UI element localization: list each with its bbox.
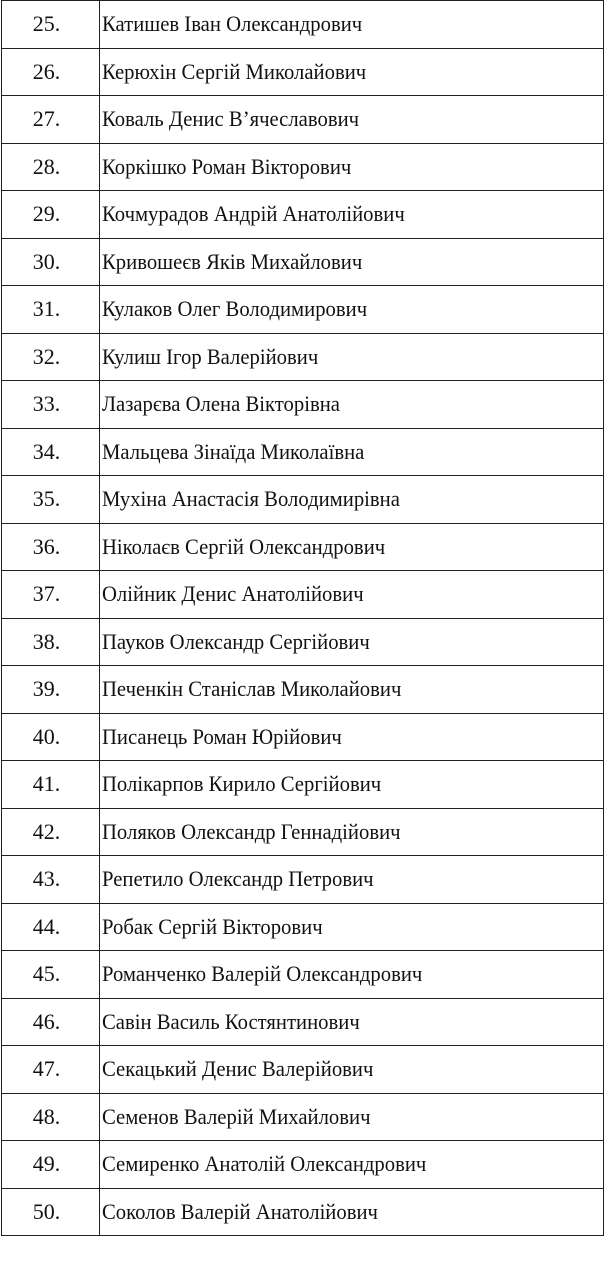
table-row bbox=[2, 1141, 604, 1189]
row-number: 50. bbox=[2, 1188, 100, 1236]
person-name: Полікарпов Кирило Сергійович bbox=[102, 771, 382, 797]
name-cell bbox=[100, 998, 604, 1046]
person-name: Мальцева Зінаїда Миколаївна bbox=[102, 438, 365, 464]
table-row bbox=[2, 666, 604, 714]
table-row bbox=[2, 333, 604, 381]
table-row bbox=[2, 1188, 604, 1236]
row-number: 44. bbox=[2, 903, 100, 951]
name-cell bbox=[100, 1, 604, 49]
row-number: 35. bbox=[2, 476, 100, 524]
row-number: 42. bbox=[2, 808, 100, 856]
row-number: 45. bbox=[2, 951, 100, 999]
person-name: Романченко Валерій Олександрович bbox=[102, 961, 423, 987]
person-name: Печенкін Станіслав Миколайович bbox=[102, 676, 402, 702]
name-cell bbox=[100, 1093, 604, 1141]
person-name: Катишев Іван Олександрович bbox=[102, 11, 363, 37]
person-name: Мухіна Анастасія Володимирівна bbox=[102, 486, 400, 512]
row-number: 41. bbox=[2, 761, 100, 809]
person-name: Соколов Валерій Анатолійович bbox=[102, 1198, 378, 1224]
name-cell bbox=[100, 381, 604, 429]
table-row bbox=[2, 761, 604, 809]
row-number: 48. bbox=[2, 1093, 100, 1141]
person-name: Кривошеєв Яків Михайлович bbox=[102, 248, 363, 274]
table-row bbox=[2, 1, 604, 49]
row-number: 28. bbox=[2, 143, 100, 191]
person-name: Лазарєва Олена Вікторівна bbox=[102, 391, 340, 417]
person-name: Кулаков Олег Володимирович bbox=[102, 296, 368, 322]
row-number: 25. bbox=[2, 1, 100, 49]
table-row bbox=[2, 951, 604, 999]
table-row bbox=[2, 476, 604, 524]
table-row bbox=[2, 191, 604, 239]
person-name: Писанець Роман Юрійович bbox=[102, 723, 342, 749]
names-table bbox=[1, 0, 604, 1236]
person-name: Семиренко Анатолій Олександрович bbox=[102, 1151, 427, 1177]
table-row bbox=[2, 1093, 604, 1141]
person-name: Ніколаєв Сергій Олександрович bbox=[102, 533, 386, 559]
person-name: Репетило Олександр Петрович bbox=[102, 866, 374, 892]
name-cell bbox=[100, 476, 604, 524]
name-cell bbox=[100, 666, 604, 714]
person-name: Коркішко Роман Вікторович bbox=[102, 153, 352, 179]
table-row bbox=[2, 713, 604, 761]
table-row bbox=[2, 48, 604, 96]
name-cell bbox=[100, 571, 604, 619]
person-name: Керюхін Сергій Миколайович bbox=[102, 58, 367, 84]
table-row bbox=[2, 381, 604, 429]
row-number: 40. bbox=[2, 713, 100, 761]
row-number: 34. bbox=[2, 428, 100, 476]
table-row bbox=[2, 618, 604, 666]
name-cell bbox=[100, 713, 604, 761]
table-row bbox=[2, 96, 604, 144]
name-cell bbox=[100, 808, 604, 856]
name-cell bbox=[100, 1188, 604, 1236]
person-name: Кочмурадов Андрій Анатолійович bbox=[102, 201, 405, 227]
table-row bbox=[2, 571, 604, 619]
person-name: Савін Василь Костянтинович bbox=[102, 1008, 360, 1034]
row-number: 47. bbox=[2, 1046, 100, 1094]
table-row bbox=[2, 903, 604, 951]
person-name: Секацький Денис Валерійович bbox=[102, 1056, 374, 1082]
row-number: 49. bbox=[2, 1141, 100, 1189]
row-number: 39. bbox=[2, 666, 100, 714]
table-row bbox=[2, 523, 604, 571]
row-number: 43. bbox=[2, 856, 100, 904]
name-cell bbox=[100, 951, 604, 999]
name-cell bbox=[100, 191, 604, 239]
row-number: 36. bbox=[2, 523, 100, 571]
person-name: Кулиш Ігор Валерійович bbox=[102, 343, 319, 369]
table-row bbox=[2, 143, 604, 191]
person-name: Семенов Валерій Михайлович bbox=[102, 1103, 371, 1129]
row-number: 29. bbox=[2, 191, 100, 239]
table-row bbox=[2, 1046, 604, 1094]
name-cell bbox=[100, 1046, 604, 1094]
table-row bbox=[2, 998, 604, 1046]
person-name: Пауков Олександр Сергійович bbox=[102, 628, 370, 654]
row-number: 38. bbox=[2, 618, 100, 666]
row-number: 46. bbox=[2, 998, 100, 1046]
row-number: 37. bbox=[2, 571, 100, 619]
name-cell bbox=[100, 618, 604, 666]
person-name: Олійник Денис Анатолійович bbox=[102, 581, 364, 607]
name-cell bbox=[100, 333, 604, 381]
person-name: Поляков Олександр Геннадійович bbox=[102, 818, 401, 844]
person-name: Коваль Денис В’ячеславович bbox=[102, 106, 360, 132]
name-cell bbox=[100, 238, 604, 286]
row-number: 32. bbox=[2, 333, 100, 381]
row-number: 31. bbox=[2, 286, 100, 334]
name-cell bbox=[100, 143, 604, 191]
name-cell bbox=[100, 523, 604, 571]
name-cell bbox=[100, 903, 604, 951]
row-number: 33. bbox=[2, 381, 100, 429]
name-cell bbox=[100, 96, 604, 144]
row-number: 26. bbox=[2, 48, 100, 96]
row-number: 27. bbox=[2, 96, 100, 144]
name-cell bbox=[100, 286, 604, 334]
table-body bbox=[2, 1, 604, 1236]
name-cell bbox=[100, 428, 604, 476]
name-cell bbox=[100, 1141, 604, 1189]
table-row bbox=[2, 286, 604, 334]
person-name: Робак Сергій Вікторович bbox=[102, 913, 323, 939]
table-row bbox=[2, 238, 604, 286]
name-cell bbox=[100, 761, 604, 809]
name-cell bbox=[100, 856, 604, 904]
table-row bbox=[2, 856, 604, 904]
table-row bbox=[2, 808, 604, 856]
name-cell bbox=[100, 48, 604, 96]
table-row bbox=[2, 428, 604, 476]
row-number: 30. bbox=[2, 238, 100, 286]
